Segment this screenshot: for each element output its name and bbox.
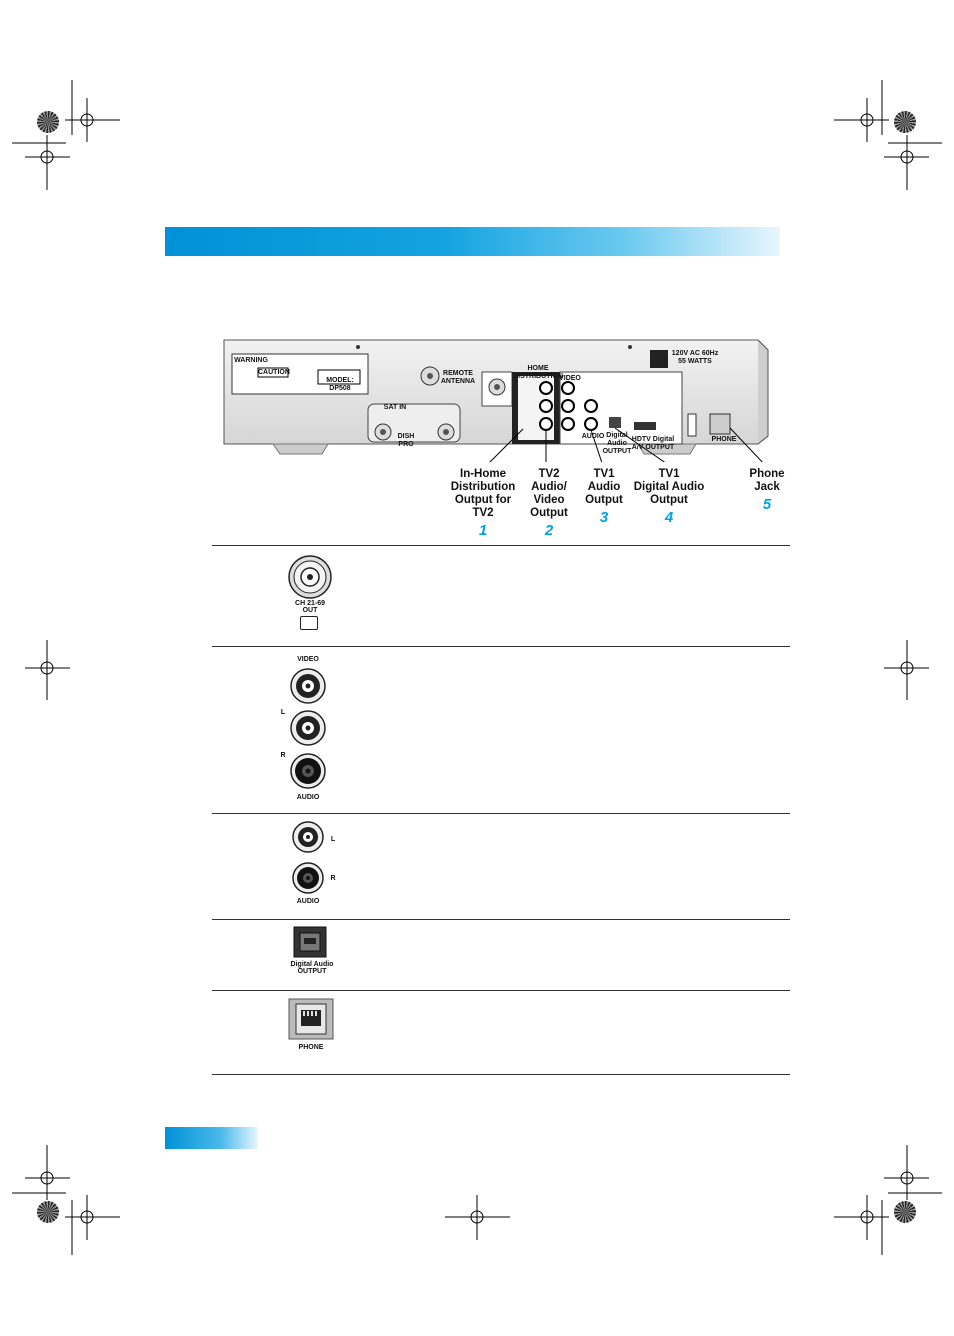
panel-video-text: VIDEO bbox=[559, 375, 581, 382]
rca-audio-jacks-icon bbox=[280, 820, 340, 900]
panel-digital-audio-text: Digital Audio OUTPUT bbox=[602, 432, 632, 455]
panel-model-text: MODEL: DP508 bbox=[326, 377, 354, 392]
table-row bbox=[280, 553, 340, 633]
table-divider bbox=[212, 545, 790, 546]
optical-audio-jack-icon bbox=[292, 925, 332, 959]
panel-power-text: 120V AC 60Hz 55 WATTS bbox=[671, 350, 719, 365]
phone-label: PHONE bbox=[298, 1044, 324, 1051]
callout-tv1-audio-output: TV1 Audio Output 3 bbox=[580, 468, 628, 526]
callout-tv1-digital-audio-output: TV1 Digital Audio Output 4 bbox=[630, 468, 708, 526]
panel-audio-text: AUDIO bbox=[581, 433, 605, 440]
callout-number: 2 bbox=[544, 522, 554, 539]
audio-left-label: L bbox=[330, 836, 336, 843]
optical-label: OUTPUT bbox=[297, 968, 327, 975]
table-divider bbox=[212, 813, 790, 814]
panel-dish-pro-text: DISH PRO bbox=[397, 433, 415, 448]
av-audio-label: AUDIO bbox=[296, 794, 320, 801]
callout-phone-jack: Phone Jack 5 bbox=[740, 468, 794, 513]
panel-sat-in-text: SAT IN bbox=[383, 404, 407, 411]
panel-home-distribution-text: HOME DISTRIBUTION bbox=[513, 365, 563, 380]
av-video-label: VIDEO bbox=[297, 656, 319, 663]
av-right-label: R bbox=[280, 752, 286, 759]
table-divider bbox=[212, 919, 790, 920]
callout-in-home-distribution: In-Home Distribution Output for TV2 1 bbox=[446, 468, 520, 539]
coax-connector-icon bbox=[280, 553, 340, 607]
callout-number: 5 bbox=[762, 496, 772, 513]
page-footer-tab bbox=[165, 1127, 258, 1149]
table-divider bbox=[212, 646, 790, 647]
panel-hdtv-text: HDTV Digital A/V OUTPUT bbox=[631, 436, 675, 451]
table-row bbox=[280, 820, 350, 912]
av-left-label: L bbox=[280, 709, 286, 716]
coax-label: OUT bbox=[302, 607, 318, 614]
panel-phone-text: PHONE bbox=[711, 436, 737, 443]
audio-label: AUDIO bbox=[296, 898, 320, 905]
callout-number: 1 bbox=[478, 522, 488, 539]
rca-av-jacks-icon bbox=[280, 665, 340, 795]
table-row bbox=[280, 655, 340, 805]
table-divider bbox=[212, 1074, 790, 1075]
table-divider bbox=[212, 990, 790, 991]
section-header-bar bbox=[165, 227, 780, 256]
table-row bbox=[282, 925, 342, 985]
optical-label: Digital Audio bbox=[290, 961, 334, 968]
panel-caution-text: CAUTION bbox=[258, 369, 290, 376]
callout-tv2-av-output: TV2 Audio/ Video Output 2 bbox=[522, 468, 576, 539]
panel-warning-text: WARNING bbox=[234, 357, 268, 364]
tv-icon bbox=[300, 616, 318, 630]
phone-jack-icon bbox=[288, 998, 334, 1040]
coax-label: CH 21-69 bbox=[295, 600, 325, 607]
audio-right-label: R bbox=[330, 875, 336, 882]
table-row bbox=[285, 998, 337, 1058]
panel-remote-antenna-text: REMOTE ANTENNA bbox=[440, 370, 476, 385]
callout-number: 4 bbox=[664, 509, 674, 526]
callout-number: 3 bbox=[599, 509, 609, 526]
